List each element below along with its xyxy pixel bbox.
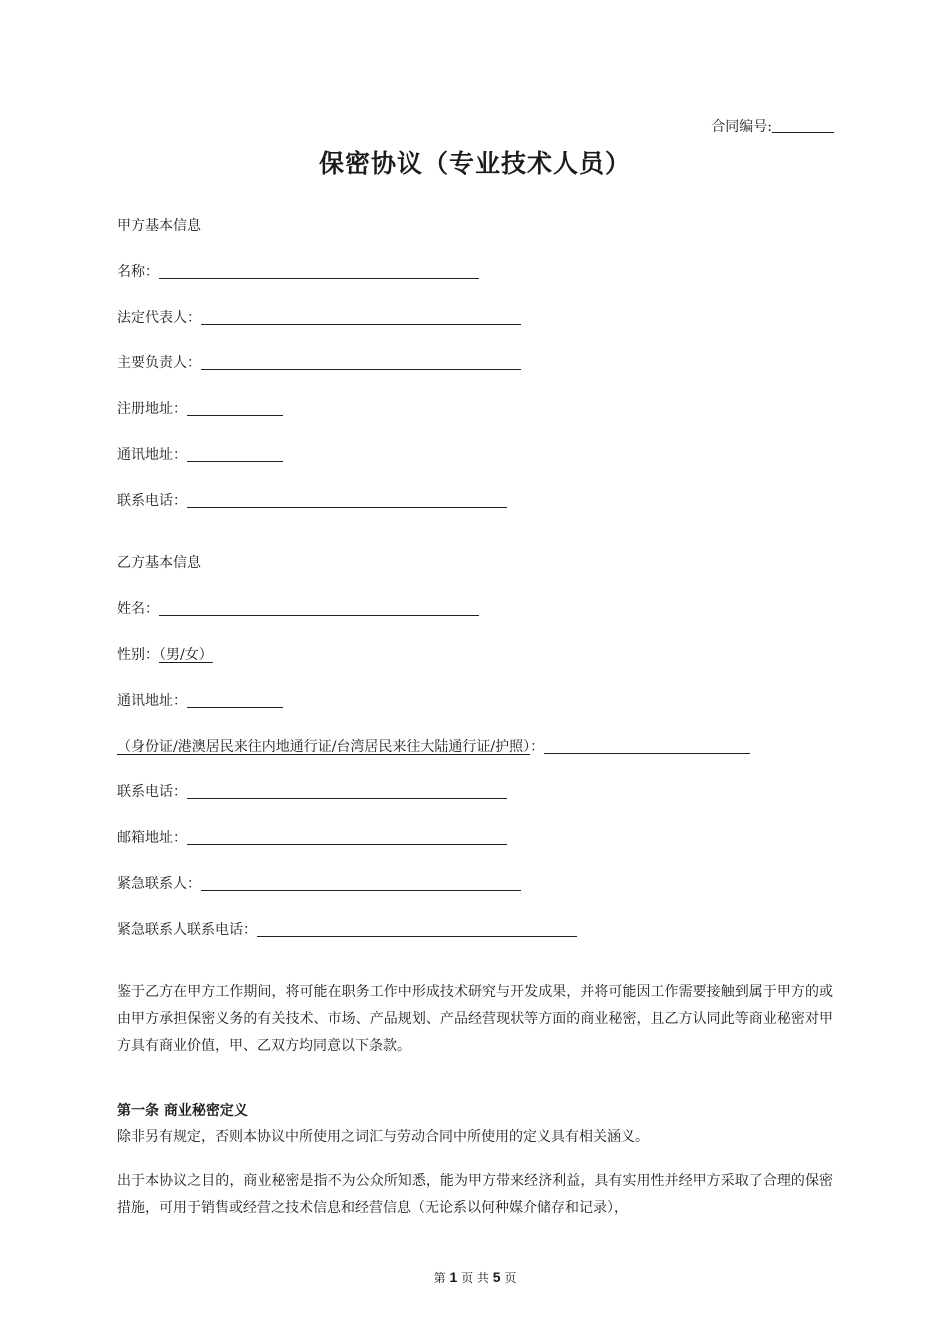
blank-line: [159, 600, 479, 616]
blank-line: [187, 692, 283, 708]
contract-number-blank: [772, 118, 834, 133]
party-b-email-field: [117, 827, 507, 847]
field-label: 注册地址：: [117, 401, 187, 417]
party-b-mail-address-field: [117, 690, 283, 710]
field-label: 邮箱地址：: [117, 830, 187, 846]
blank-line: [544, 738, 750, 754]
contract-number: [711, 116, 834, 136]
party-b-heading: 乙方基本信息: [117, 555, 201, 571]
page-footer: [0, 1269, 950, 1286]
footer-total-pages: 5: [492, 1269, 501, 1285]
party-a-legal-rep-field: [117, 307, 521, 327]
party-b-emergency-phone-field: [117, 919, 577, 939]
field-label: 联系电话：: [117, 784, 187, 800]
footer-prefix: 第: [433, 1271, 446, 1285]
footer-suffix: 页: [504, 1271, 517, 1285]
blank-line: [187, 446, 283, 462]
party-b-id-field: [117, 736, 750, 756]
field-label: 姓名：: [117, 601, 159, 617]
party-b-gender-field: [117, 644, 213, 664]
field-label: 联系电话：: [117, 493, 187, 509]
field-label: 性别：: [117, 647, 159, 663]
document-title: 保密协议（专业技术人员）: [318, 149, 631, 178]
party-a-phone-field: [117, 490, 507, 510]
footer-page-number: 1: [449, 1269, 458, 1285]
field-label: 法定代表人：: [117, 310, 201, 326]
blank-line: [187, 492, 507, 508]
field-label: 主要负责人：: [117, 355, 201, 371]
field-label: 紧急联系人：: [117, 876, 201, 892]
party-b-emergency-contact-field: [117, 873, 521, 893]
party-b-name-field: [117, 598, 479, 618]
party-a-mail-address-field: [117, 444, 283, 464]
gender-value: （男/女）: [159, 647, 213, 663]
contract-number-label: 合同编号:: [711, 119, 772, 135]
field-label: 紧急联系人联系电话：: [117, 922, 257, 938]
article-1-paragraph-1: 除非另有规定，否则本协议中所使用之词汇与劳动合同中所使用的定义具有相关涵义。: [117, 1129, 649, 1145]
field-label: 通讯地址：: [117, 447, 187, 463]
field-label: 名称：: [117, 264, 159, 280]
footer-mid: 页 共: [461, 1271, 489, 1285]
party-a-heading: 甲方基本信息: [117, 218, 201, 234]
id-colon: ：: [530, 739, 545, 755]
blank-line: [159, 263, 479, 279]
id-type-label: （身份证/港澳居民来往内地通行证/台湾居民来往大陆通行证/护照）: [117, 739, 531, 755]
blank-line: [201, 309, 521, 325]
field-label: 通讯地址：: [117, 693, 187, 709]
blank-line: [257, 921, 577, 937]
blank-line: [201, 354, 521, 370]
article-1-paragraph-2: 出于本协议之目的，商业秘密是指不为公众所知悉，能为甲方带来经济利益，具有实用性并经甲方采取了合理的保密措施，可用于销售或经营之技术信息和经营信息（无论系以何种媒介储存和记录），: [117, 1173, 833, 1216]
party-a-name-field: [117, 261, 479, 281]
blank-line: [187, 783, 507, 799]
blank-line: [201, 875, 521, 891]
party-a-reg-address-field: [117, 398, 283, 418]
blank-line: [187, 400, 283, 416]
party-b-phone-field: [117, 781, 507, 801]
article-1-title: 第一条 商业秘密定义: [117, 1103, 248, 1119]
blank-line: [187, 829, 507, 845]
preamble-paragraph: 鉴于乙方在甲方工作期间，将可能在职务工作中形成技术研究与开发成果，并将可能因工作需要接触到属于甲方的或由甲方承担保密义务的有关技术、市场、产品规划、产品经营现状等方面的商业秘密，且乙方认同此等商业秘密对甲方具有商业价值，甲、乙双方均同意以下条款。: [117, 984, 833, 1054]
party-a-principal-field: [117, 352, 521, 372]
